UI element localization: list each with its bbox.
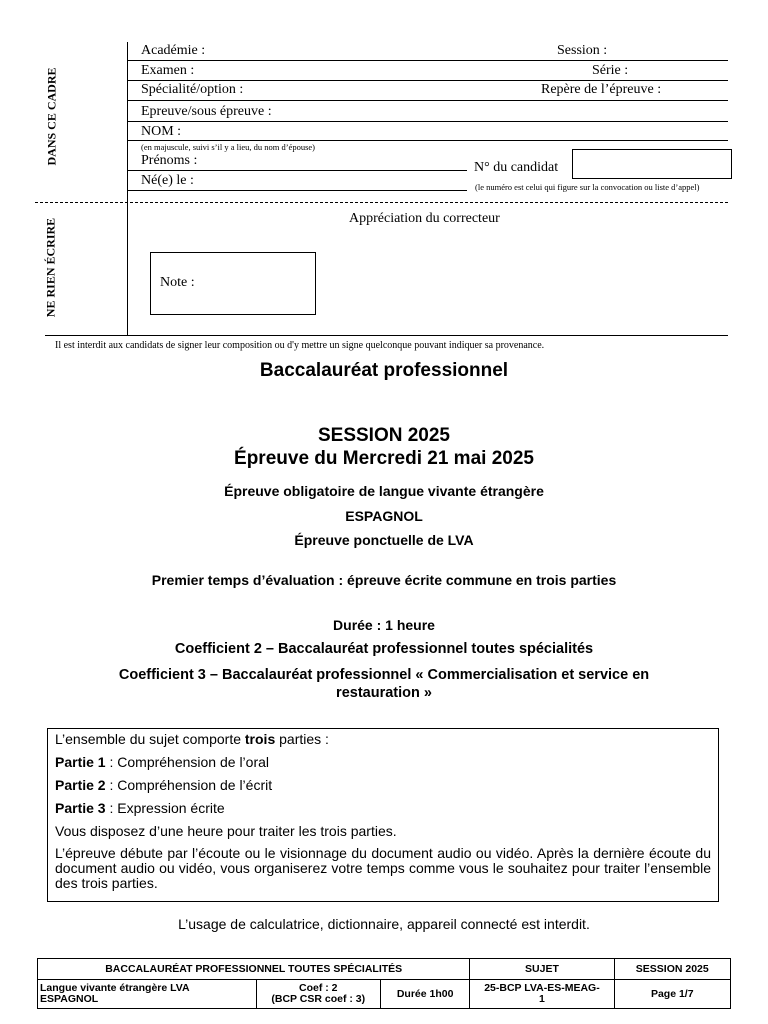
- line-academie: [128, 60, 728, 61]
- footer-coef: [256, 980, 380, 1009]
- session-label: Session :: [557, 43, 608, 58]
- part-2-label: Partie 2: [55, 777, 106, 793]
- intro-text: L’ensemble du sujet comporte: [55, 731, 245, 747]
- instructions-text: L’épreuve débute par l’écoute ou le visionnage du document audio ou vidéo. Après la dernière écoute du document audio ou vidéo, vous organiserez votre temps comme vous le souhaitez pour traiter l’ensemble des trois parties.: [55, 845, 711, 891]
- dashed-separator: [35, 202, 728, 203]
- time-text: Vous disposez d’une heure pour traiter les trois parties.: [55, 823, 397, 839]
- frame-vertical-line: [127, 42, 128, 335]
- footer-langue-line1: Langue vivante étrangère LVA: [40, 982, 190, 994]
- ponctuelle-line: Épreuve ponctuelle de LVA: [294, 532, 474, 548]
- footer-sujet: SUJET: [470, 959, 614, 980]
- footer-code-line2: 1: [539, 993, 545, 1005]
- prenoms-label: Prénoms :: [141, 153, 198, 168]
- academie-label: Académie :: [141, 43, 206, 58]
- line-nom: [128, 140, 728, 141]
- part-3-text: : Expression écrite: [105, 800, 225, 816]
- candidat-note: (le numéro est celui qui figure sur la convocation ou liste d’appel): [475, 182, 700, 192]
- part-1-text: : Compréhension de l’oral: [105, 754, 270, 770]
- serie-label: Série :: [592, 63, 629, 78]
- footer-code: [470, 980, 614, 1009]
- frame-bottom-line: [45, 335, 728, 336]
- intro-bold: trois: [244, 731, 276, 747]
- part-1: [55, 754, 711, 771]
- appreciation-label: Appréciation du correcteur: [349, 211, 500, 226]
- line-examen: [128, 80, 728, 81]
- footer-duree: Durée 1h00: [380, 980, 470, 1009]
- footer-code-line1: 25-BCP LVA-ES-MEAG-: [484, 982, 600, 994]
- line-prenoms: [128, 170, 467, 171]
- session-title: SESSION 2025: [317, 425, 451, 446]
- intro-after: parties :: [275, 731, 329, 747]
- epreuve-label: Epreuve/sous épreuve :: [141, 104, 272, 119]
- candidat-label: N° du candidat: [474, 160, 559, 175]
- note-label: Note :: [160, 275, 195, 290]
- footer-coef-line1: Coef : 2: [299, 982, 338, 994]
- footer-table: [37, 958, 731, 1009]
- part-2-text: : Compréhension de l’écrit: [105, 777, 273, 793]
- nom-label: NOM :: [141, 124, 182, 139]
- subject-intro: [55, 731, 711, 748]
- part-3-label: Partie 3: [55, 800, 106, 816]
- side-label-ne-rien-ecrire: NE RIEN ÉCRIRE: [43, 217, 58, 318]
- obligatoire-line: Épreuve obligatoire de langue vivante étrangère: [224, 483, 544, 499]
- footer-page: Page 1/7: [614, 980, 730, 1009]
- line-epreuve: [128, 121, 728, 122]
- part-2: [55, 777, 711, 794]
- candidat-number-box[interactable]: [572, 149, 732, 179]
- footer-coef-line2: (BCP CSR coef : 3): [271, 993, 366, 1005]
- footer-langue-line2: ESPAGNOL: [40, 993, 99, 1005]
- footer-session: SESSION 2025: [614, 959, 730, 980]
- warning-text: Il est interdit aux candidats de signer leur composition ou d'y mettre un signe quelconque pouvant indiquer sa provenance.: [55, 340, 545, 351]
- footer-langue: [38, 980, 257, 1009]
- bac-title: Baccalauréat professionnel: [259, 360, 509, 381]
- line-specialite: [128, 100, 728, 101]
- coef2-line: Coefficient 2 – Baccalauréat professionnel toutes spécialités: [174, 641, 594, 657]
- subject-box: [47, 728, 719, 902]
- repere-label: Repère de l’épreuve :: [541, 82, 662, 97]
- date-title: Épreuve du Mercredi 21 mai 2025: [234, 448, 534, 469]
- langue-line: ESPAGNOL: [345, 508, 423, 524]
- part-1-label: Partie 1: [55, 754, 106, 770]
- ne-le-label: Né(e) le :: [141, 173, 194, 188]
- coef3-line-1: Coefficient 3 – Baccalauréat professionnel « Commercialisation et service en: [118, 667, 650, 683]
- specialite-label: Spécialité/option :: [141, 82, 244, 97]
- footer-title: BACCALAURÉAT PROFESSIONNEL TOUTES SPÉCIALITÉS: [38, 959, 470, 980]
- note-box[interactable]: [150, 252, 316, 315]
- premier-temps-line: Premier temps d’évaluation : épreuve écrite commune en trois parties: [151, 572, 617, 588]
- examen-label: Examen :: [141, 63, 195, 78]
- duree-line: Durée : 1 heure: [333, 617, 435, 633]
- side-label-dans-ce-cadre: DANS CE CADRE: [44, 67, 59, 166]
- part-3: [55, 800, 711, 817]
- line-ne-le: [128, 190, 467, 191]
- coef3-line-2: restauration »: [336, 685, 432, 701]
- notice-text: L’usage de calculatrice, dictionnaire, appareil connecté est interdit.: [178, 916, 590, 932]
- nom-note: (en majuscule, suivi s’il y a lieu, du nom d’épouse): [141, 142, 315, 152]
